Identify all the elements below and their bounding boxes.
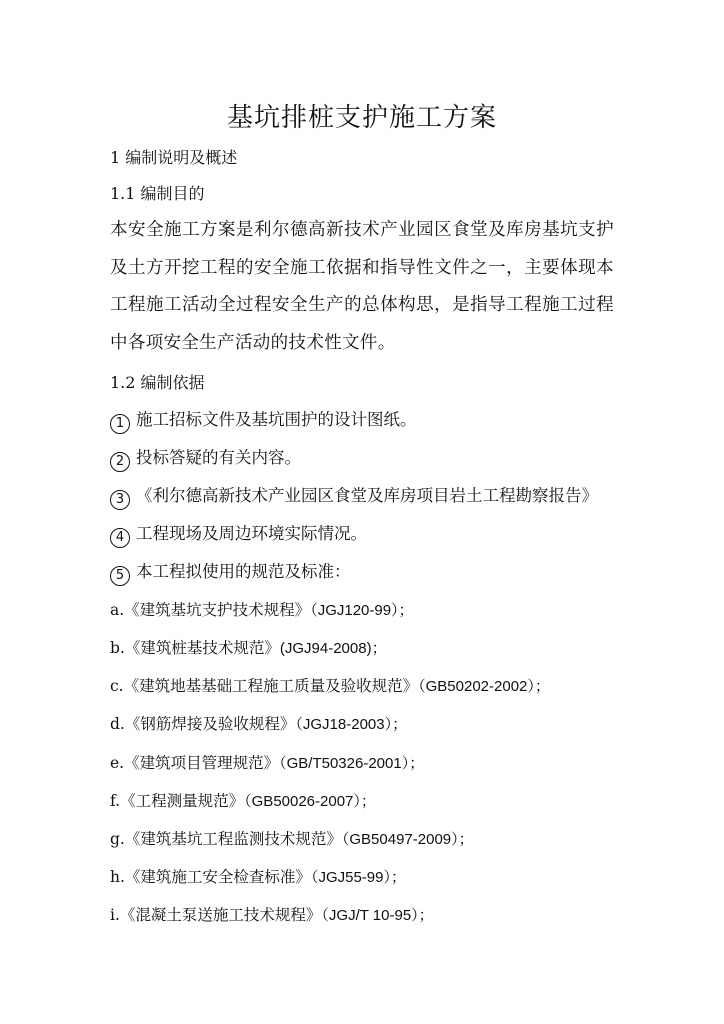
standard-prefix: h.: [110, 868, 125, 886]
basis-text: 施工招标文件及基坑围护的设计图纸。: [136, 410, 417, 429]
standard-prefix: d.: [110, 715, 125, 733]
document-title: 基坑排桩支护施工方案: [226, 103, 497, 133]
standard-item: [110, 865, 406, 890]
standard-item: [110, 903, 434, 928]
basis-item: [110, 446, 301, 472]
section-heading-1-2: 1.2 编制依据: [110, 373, 205, 392]
circled-number: 1: [110, 414, 130, 434]
standard-name: 《钢筋焊接及验收规程》: [124, 715, 296, 733]
circled-number: 4: [110, 528, 130, 548]
standard-name: 《建筑项目管理规范》: [124, 754, 280, 772]
standard-item: [110, 827, 474, 852]
basis-text: 投标答疑的有关内容。: [136, 448, 301, 467]
standard-item: [110, 751, 424, 776]
section-heading-1: 1 编制说明及概述: [110, 148, 238, 167]
standard-prefix: b.: [110, 639, 125, 657]
basis-item: [110, 560, 351, 586]
standard-name: 《混凝土泵送施工技术规程》: [119, 906, 322, 924]
circled-number: 2: [110, 452, 130, 472]
basis-item: [110, 484, 598, 510]
standard-code: （GB/T50326-2001）；: [279, 755, 425, 772]
standard-item: [110, 789, 376, 814]
purpose-paragraph: 本安全施工方案是利尔德高新技术产业园区食堂及库房基坑支护及土方开挖工程的安全施工依据和指导性文件之一，主要体现本工程施工活动全过程安全生产的总体构思，是指导工程施工过程中各项安全生产活动的技术性文件。: [110, 220, 614, 353]
standard-item: [110, 598, 414, 623]
standard-code: （JGJ120-99）；: [310, 602, 414, 619]
standard-name: 《建筑基坑工程监测技术规范》: [124, 830, 342, 848]
standard-prefix: g.: [110, 830, 125, 848]
standard-prefix: i.: [110, 906, 120, 924]
standard-item: [110, 712, 407, 737]
basis-item: [110, 408, 417, 434]
section-heading-1-1: 1.1 编制目的: [110, 184, 205, 203]
standard-code: （JGJ18-2003）；: [295, 716, 408, 733]
standard-code: (JGJ94-2008)；: [279, 640, 387, 657]
standard-prefix: a.: [110, 601, 125, 619]
standard-prefix: c.: [110, 677, 124, 695]
standard-code: （JGJ/T 10-95）；: [321, 907, 434, 924]
basis-item: [110, 522, 367, 548]
basis-text: 工程现场及周边环境实际情况。: [136, 524, 367, 543]
standard-item: [110, 636, 387, 661]
standard-prefix: e.: [110, 754, 125, 772]
standard-item: [110, 674, 550, 699]
standard-code: （JGJ55-99）；: [310, 869, 406, 886]
standard-prefix: f.: [110, 792, 121, 810]
standard-name: 《建筑桩基技术规范》: [124, 639, 280, 657]
standard-name: 《工程测量规范》: [120, 792, 245, 810]
standard-code: （GB50202-2002）；: [418, 678, 550, 695]
standard-name: 《建筑基坑支护技术规程》: [124, 601, 311, 619]
basis-text: 本工程拟使用的规范及标准：: [136, 562, 351, 581]
basis-text: 《利尔德高新技术产业园区食堂及库房项目岩土工程勘察报告》: [136, 486, 598, 505]
circled-number: 5: [110, 566, 130, 586]
standard-name: 《建筑施工安全检查标准》: [124, 868, 311, 886]
standard-code: （GB50026-2007）；: [244, 793, 376, 810]
circled-number: 3: [110, 490, 130, 510]
standard-name: 《建筑地基基础工程施工质量及验收规范》: [123, 677, 419, 695]
standard-code: （GB50497-2009）；: [341, 831, 474, 848]
